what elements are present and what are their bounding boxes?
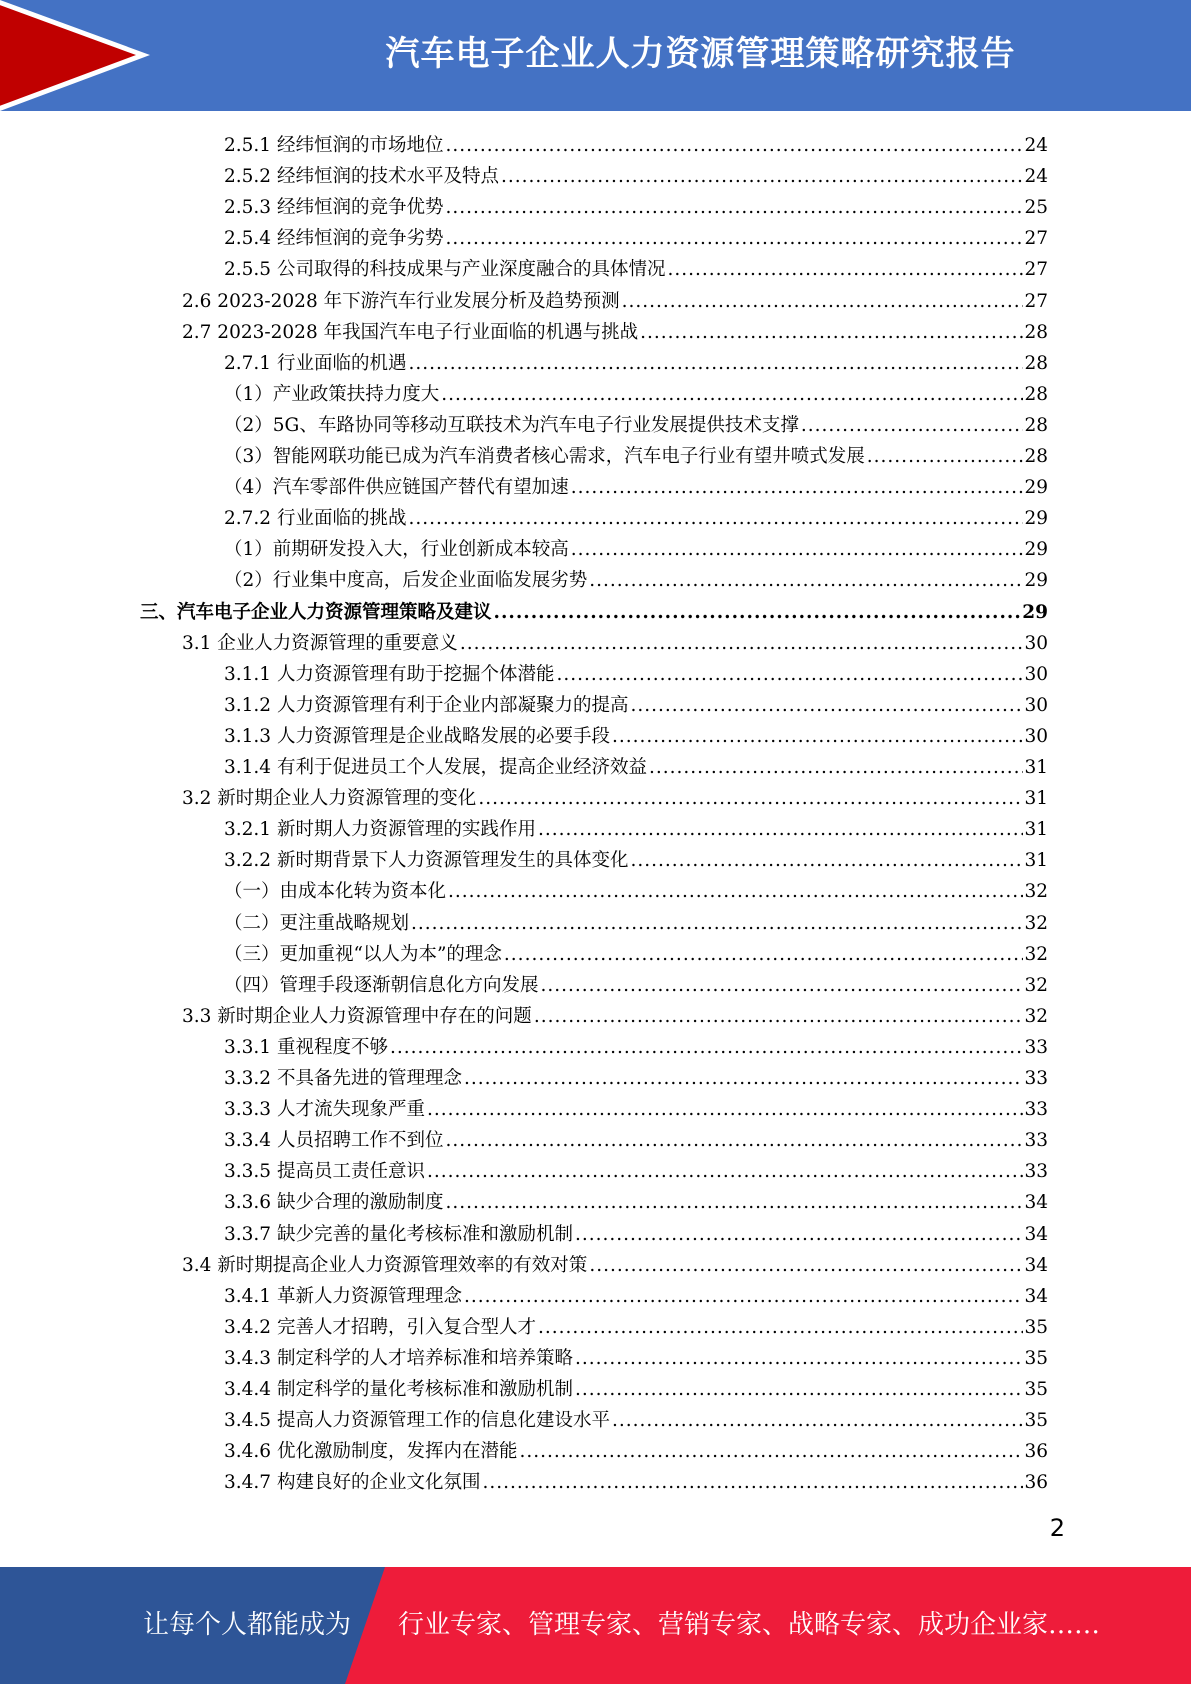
toc-entry-page: 27: [1024, 290, 1048, 312]
page-footer: [0, 1567, 1191, 1684]
toc-entry-page: 27: [1024, 228, 1048, 250]
toc-entry-label: 3.2.2 新时期背景下人力资源管理发生的具体变化: [224, 850, 629, 872]
toc-leader-dots: [411, 911, 1023, 937]
toc-entry-label: （一）由成本化转为资本化: [224, 881, 447, 903]
toc-entry-page: 34: [1024, 1285, 1048, 1307]
toc-entry-label: 3.3.4 人员招聘工作不到位: [224, 1130, 444, 1152]
toc-leader-dots: [501, 164, 1023, 190]
toc-entry-page: 31: [1024, 819, 1048, 841]
toc-entry-label: 3.4.4 制定科学的量化考核标准和激励机制: [224, 1379, 573, 1400]
toc-entry-page: 32: [1024, 881, 1048, 903]
toc-leader-dots: [427, 1097, 1023, 1123]
toc-entry-page: 27: [1024, 259, 1048, 281]
toc-leader-dots: [390, 1035, 1023, 1061]
toc-entry[interactable]: [0, 843, 1048, 874]
toc-entry-label: 2.5.5 公司取得的科技成果与产业深度融合的具体情况: [224, 259, 666, 281]
toc-entry-label: 3.3.3 人才流失现象严重: [224, 1099, 425, 1121]
toc-leader-dots: [494, 600, 1022, 626]
toc-leader-dots: [504, 942, 1024, 968]
toc-leader-dots: [445, 1128, 1023, 1154]
toc-entry-label: 3.3.1 重视程度不够: [224, 1036, 388, 1058]
toc-entry[interactable]: [0, 346, 1048, 377]
toc-entry-label: 2.5.2 经纬恒润的技术水平及特点: [224, 166, 499, 188]
toc-entry-label: （1）前期研发投入大，行业创新成本较高: [224, 539, 569, 561]
page-header: [0, 0, 1191, 111]
toc-leader-dots: [589, 1253, 1023, 1279]
toc-leader-dots: [622, 289, 1024, 315]
toc-leader-dots: [571, 537, 1024, 563]
toc-entry-page: 33: [1024, 1036, 1048, 1058]
toc-entry-page: 34: [1024, 1192, 1048, 1214]
toc-leader-dots: [427, 1159, 1023, 1185]
toc-entry-label: 3.4.2 完善人才招聘，引入复合型人才: [224, 1316, 536, 1338]
toc-entry[interactable]: [0, 1434, 1048, 1465]
toc-leader-dots: [482, 1470, 1023, 1496]
toc-entry-label: 3.3.2 不具备先进的管理理念: [224, 1068, 462, 1089]
toc-entry[interactable]: [0, 439, 1048, 470]
toc-entry[interactable]: [0, 1185, 1048, 1216]
toc-entry-page: 36: [1024, 1441, 1048, 1463]
toc-entry-label: 2.5.3 经纬恒润的竞争优势: [224, 197, 444, 219]
toc-entry-label: 2.7.2 行业面临的挑战: [224, 508, 407, 530]
toc-entry-page: 28: [1024, 321, 1048, 343]
toc-entry-label: （4）汽车零部件供应链国产替代有望加速: [224, 477, 569, 499]
toc-entry-page: 32: [1024, 943, 1048, 965]
toc-entry[interactable]: [0, 1092, 1048, 1123]
toc-entry[interactable]: [0, 532, 1048, 563]
toc-entry-page: 35: [1024, 1347, 1048, 1369]
toc-entry[interactable]: [0, 1061, 1048, 1092]
toc-entry[interactable]: [0, 595, 1048, 626]
toc-entry[interactable]: [0, 999, 1048, 1030]
toc-leader-dots: [464, 1284, 1023, 1310]
toc-entry[interactable]: [0, 750, 1048, 781]
toc-leader-dots: [519, 1439, 1023, 1465]
toc-entry-label: （二）更注重战略规划: [224, 912, 410, 934]
toc-entry-label: （2）5G、车路协同等移动互联技术为汽车电子行业发展提供技术支撑: [224, 414, 799, 436]
toc-entry-page: 36: [1024, 1472, 1048, 1494]
toc-leader-dots: [460, 631, 1024, 657]
toc-entry[interactable]: [0, 1341, 1048, 1372]
toc-entry-label: 3.3.7 缺少完善的量化考核标准和激励机制: [224, 1223, 573, 1245]
toc-entry-label: 3.3 新时期企业人力资源管理中存在的问题: [182, 1005, 532, 1027]
toc-entry-page: 24: [1024, 135, 1048, 156]
toc-entry[interactable]: [0, 284, 1048, 315]
toc-entry-page: 29: [1024, 508, 1048, 530]
toc-entry[interactable]: [0, 159, 1048, 190]
toc-leader-dots: [630, 693, 1023, 719]
toc-leader-dots: [589, 568, 1023, 594]
toc-entry-label: 2.5.4 经纬恒润的竞争劣势: [224, 228, 444, 250]
toc-entry-page: 28: [1024, 383, 1048, 405]
toc-leader-dots: [478, 786, 1023, 812]
toc-entry[interactable]: [0, 937, 1048, 968]
report-title: 汽车电子企业人力资源管理策略研究报告: [385, 34, 1016, 74]
toc-entry[interactable]: [0, 1465, 1048, 1496]
toc-entry[interactable]: [0, 968, 1048, 999]
toc-entry-page: 31: [1024, 788, 1048, 810]
toc-leader-dots: [571, 475, 1024, 501]
toc-entry-page: 29: [1024, 477, 1048, 499]
toc-leader-dots: [541, 973, 1024, 999]
toc-entry-page: 35: [1024, 1410, 1048, 1432]
toc-entry-label: 3.3.6 缺少合理的激励制度: [224, 1192, 444, 1214]
toc-leader-dots: [448, 879, 1023, 905]
toc-entry-page: 33: [1024, 1161, 1048, 1183]
toc-entry-label: （三）更加重视“以人为本”的理念: [224, 943, 502, 965]
toc-entry-page: 30: [1024, 663, 1048, 685]
toc-entry-label: （1）产业政策扶持力度大: [224, 383, 440, 405]
toc-entry-label: 3.1.4 有利于促进员工个人发展，提高企业经济效益: [224, 757, 647, 778]
toc-entry[interactable]: [0, 315, 1048, 346]
toc-entry-page: 34: [1024, 1254, 1048, 1276]
toc-entry[interactable]: [0, 221, 1048, 252]
toc-leader-dots: [445, 226, 1023, 252]
toc-entry-page: 31: [1024, 850, 1048, 872]
toc-entry-page: 33: [1024, 1099, 1048, 1121]
toc-entry-page: 35: [1024, 1316, 1048, 1338]
toc-entry[interactable]: [0, 408, 1048, 439]
toc-entry[interactable]: [0, 1279, 1048, 1310]
toc-entry-page: 29: [1024, 570, 1048, 592]
toc-entry-page: 32: [1024, 974, 1048, 996]
toc-entry-label: 3.4.7 构建良好的企业文化氛围: [224, 1472, 481, 1494]
toc-entry[interactable]: [0, 501, 1048, 532]
toc-entry-page: 29: [1022, 601, 1048, 623]
footer-slogan-left: 让每个人都能成为: [143, 1610, 352, 1640]
toc-entry-page: 30: [1024, 725, 1048, 747]
toc-entry[interactable]: [0, 1372, 1048, 1403]
toc-leader-dots: [640, 320, 1023, 346]
toc-entry-label: 3.4.5 提高人力资源管理工作的信息化建设水平: [224, 1410, 610, 1432]
toc-leader-dots: [445, 195, 1023, 221]
toc-entry[interactable]: [0, 688, 1048, 719]
toc-entry-label: 3.4.6 优化激励制度，发挥内在潜能: [224, 1441, 518, 1463]
header-red-arrow: [0, 0, 136, 111]
toc-leader-dots: [867, 444, 1024, 470]
toc-entry[interactable]: [0, 1154, 1048, 1185]
toc-entry-label: 2.6 2023-2028 年下游汽车行业发展分析及趋势预测: [182, 290, 620, 312]
toc-leader-dots: [534, 1004, 1024, 1030]
toc-entry-page: 32: [1024, 1005, 1048, 1027]
toc-entry-label: 3.1.3 人力资源管理是企业战略发展的必要手段: [224, 725, 610, 747]
toc-leader-dots: [649, 755, 1023, 781]
toc-entry-page: 28: [1024, 352, 1048, 374]
toc-entry-page: 30: [1024, 632, 1048, 654]
toc-leader-dots: [630, 848, 1023, 874]
toc-leader-dots: [575, 1346, 1023, 1372]
toc-leader-dots: [612, 724, 1023, 750]
toc-entry[interactable]: [0, 719, 1048, 750]
toc-leader-dots: [538, 1315, 1023, 1341]
toc-entry-label: 3.1.1 人力资源管理有助于挖掘个体潜能: [224, 663, 555, 685]
toc-entry-label: 三、汽车电子企业人力资源管理策略及建议: [140, 601, 492, 623]
toc-entry[interactable]: [0, 563, 1048, 594]
toc-entry-label: 2.7 2023-2028 年我国汽车电子行业面临的机遇与挑战: [182, 321, 639, 343]
toc-entry-page: 24: [1024, 166, 1048, 188]
toc-entry[interactable]: [0, 1310, 1048, 1341]
toc-entry[interactable]: [0, 781, 1048, 812]
toc-entry[interactable]: [0, 1403, 1048, 1434]
toc-entry-label: 3.1 企业人力资源管理的重要意义: [182, 632, 458, 654]
toc-entry-page: 28: [1024, 414, 1048, 436]
toc-leader-dots: [408, 506, 1023, 532]
toc-entry-label: 3.4.1 革新人力资源管理理念: [224, 1285, 462, 1307]
toc-entry[interactable]: [0, 1030, 1048, 1061]
toc-entry-label: 3.4.3 制定科学的人才培养标准和培养策略: [224, 1347, 573, 1369]
toc-entry[interactable]: [0, 470, 1048, 501]
toc-entry-page: 30: [1024, 694, 1048, 716]
toc-entry-page: 32: [1024, 912, 1048, 934]
toc-entry-label: 2.5.1 经纬恒润的市场地位: [224, 135, 444, 156]
toc-leader-dots: [667, 257, 1023, 283]
page-number: 2: [1049, 1514, 1065, 1542]
toc-entry-page: 34: [1024, 1223, 1048, 1245]
toc-entry[interactable]: [0, 1217, 1048, 1248]
toc-entry[interactable]: [0, 626, 1048, 657]
toc-leader-dots: [575, 1377, 1023, 1403]
toc-entry-page: 35: [1024, 1379, 1048, 1400]
toc-entry-label: 3.2.1 新时期人力资源管理的实践作用: [224, 819, 536, 841]
toc-entry-label: 3.2 新时期企业人力资源管理的变化: [182, 788, 477, 810]
toc-entry[interactable]: [0, 128, 1048, 159]
toc-leader-dots: [445, 1190, 1023, 1216]
toc-leader-dots: [445, 133, 1023, 159]
toc-entry-label: （四）管理手段逐渐朝信息化方向发展: [224, 974, 539, 996]
toc-leader-dots: [556, 662, 1023, 688]
toc-leader-dots: [408, 351, 1023, 377]
toc-entry-page: 25: [1024, 197, 1048, 219]
toc-entry[interactable]: [0, 1248, 1048, 1279]
toc-entry-page: 29: [1024, 539, 1048, 561]
toc-entry-page: 31: [1024, 757, 1048, 778]
toc-leader-dots: [464, 1066, 1023, 1092]
toc-entry-label: 3.4 新时期提高企业人力资源管理效率的有效对策: [182, 1254, 588, 1276]
toc-leader-dots: [612, 1408, 1023, 1434]
toc-entry-label: 3.3.5 提高员工责任意识: [224, 1161, 425, 1183]
toc-entry[interactable]: [0, 874, 1048, 905]
toc-leader-dots: [801, 413, 1024, 439]
toc-entry-label: （3）智能网联功能已成为汽车消费者核心需求，汽车电子行业有望井喷式发展: [224, 446, 865, 467]
toc-entry-page: 28: [1024, 446, 1048, 467]
toc-entry[interactable]: [0, 812, 1048, 843]
toc-leader-dots: [538, 817, 1023, 843]
toc-entry[interactable]: [0, 252, 1048, 283]
toc-entry-page: 33: [1024, 1130, 1048, 1152]
toc-leader-dots: [441, 382, 1023, 408]
toc-entry[interactable]: [0, 1123, 1048, 1154]
toc-entry-label: 3.1.2 人力资源管理有利于企业内部凝聚力的提高: [224, 694, 629, 716]
toc-leader-dots: [575, 1222, 1023, 1248]
toc-entry-page: 33: [1024, 1068, 1048, 1089]
toc-entry[interactable]: [0, 190, 1048, 221]
toc-entry-label: （2）行业集中度高，后发企业面临发展劣势: [224, 570, 588, 592]
toc-entry[interactable]: [0, 906, 1048, 937]
toc-entry-label: 2.7.1 行业面临的机遇: [224, 352, 407, 374]
toc-entry[interactable]: [0, 377, 1048, 408]
toc-entry[interactable]: [0, 657, 1048, 688]
footer-slogan-right: 行业专家、管理专家、营销专家、战略专家、成功企业家……: [398, 1610, 1101, 1640]
